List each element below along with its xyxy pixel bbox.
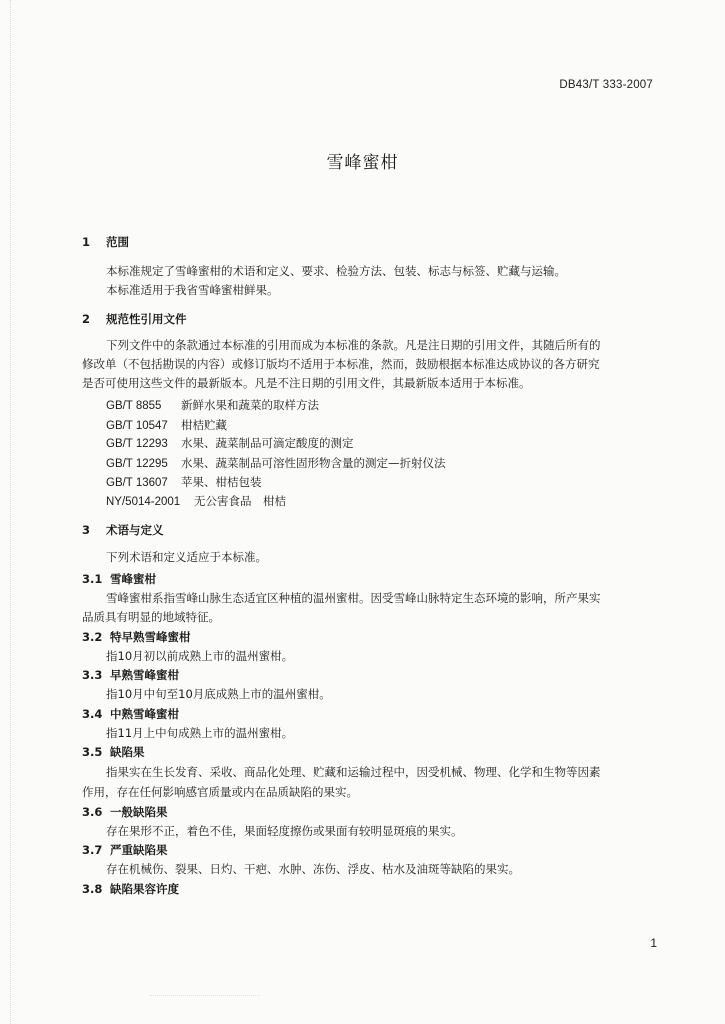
term-heading: 3.7 严重缺陷果	[82, 843, 168, 857]
reference-item: GB/T 8855 新鲜水果和蔬菜的取样方法	[106, 398, 319, 412]
term-definition: 指10月初以前成熟上市的温州蜜柑。	[106, 649, 294, 663]
term-heading: 3.6 一般缺陷果	[82, 805, 168, 819]
term-definition: 作用，存在任何影响感官质量或内在品质缺陷的果实。	[82, 785, 358, 799]
document-title: 雪峰蜜柑	[326, 153, 399, 173]
term-definition: 指11月上中旬成熟上市的温州蜜柑。	[106, 726, 294, 740]
section-2-paragraph: 下列文件中的条款通过本标准的引用而成为本标准的条款。凡是注日期的引用文件，其随后所有的	[106, 338, 601, 352]
reference-item: NY/5014-2001 无公害食品 柑桔	[106, 494, 286, 508]
section-2-paragraph: 是否可使用这些文件的最新版本。凡是不注日期的引用文件，其最新版本适用于本标准。	[82, 376, 531, 390]
section-1-paragraph: 本标准适用于我省雪峰蜜柑鲜果。	[106, 283, 279, 297]
reference-item: GB/T 12293 水果、蔬菜制品可滴定酸度的测定	[106, 436, 354, 450]
term-heading: 3.2 特早熟雪峰蜜柑	[82, 630, 191, 644]
page-number: 1	[650, 936, 657, 950]
section-3-intro: 下列术语和定义适应于本标准。	[106, 550, 267, 564]
section-3-heading: 3 术语与定义	[82, 523, 164, 537]
document-number: DB43/T 333-2007	[559, 79, 653, 91]
term-definition: 品质具有明显的地域特征。	[82, 610, 220, 624]
reference-item: GB/T 12295 水果、蔬菜制品可溶性固形物含量的测定—折射仪法	[106, 456, 446, 470]
term-definition: 指10月中旬至10月底成熟上市的温州蜜柑。	[106, 687, 331, 701]
section-2-heading: 2 规范性引用文件	[82, 312, 187, 326]
section-2-paragraph: 修改单（不包括勘误的内容）或修订版均不适用于本标准，然而，鼓励根据本标准达成协议的各方研究	[82, 357, 600, 371]
term-definition: 指果实在生长发育、采收、商品化处理、贮藏和运输过程中，因受机械、物理、化学和生物等因素	[106, 765, 601, 779]
term-definition: 存在机械伤、裂果、日灼、干疤、水肿、冻伤、浮皮、枯水及油斑等缺陷的果实。	[106, 862, 520, 876]
term-heading: 3.5 缺陷果	[82, 745, 145, 759]
term-definition: 雪峰蜜柑系指雪峰山脉生态适宜区种植的温州蜜柑。因受雪峰山脉特定生态环境的影响，所产果实	[106, 591, 601, 605]
term-heading: 3.1 雪峰蜜柑	[82, 572, 156, 586]
term-definition: 存在果形不正，着色不佳，果面轻度擦伤或果面有较明显斑痕的果实。	[106, 824, 463, 838]
reference-item: GB/T 13607 苹果、柑桔包装	[106, 475, 262, 489]
section-1-heading: 1 范围	[82, 235, 129, 249]
scan-artifact	[150, 995, 260, 1004]
reference-item: GB/T 10547 柑桔贮藏	[106, 418, 227, 432]
term-heading: 3.8 缺陷果容许度	[82, 882, 179, 896]
term-heading: 3.4 中熟雪峰蜜柑	[82, 707, 179, 721]
term-heading: 3.3 早熟雪峰蜜柑	[82, 668, 179, 682]
section-1-paragraph: 本标准规定了雪峰蜜柑的术语和定义、要求、检验方法、包装、标志与标签、贮藏与运输。	[106, 264, 566, 278]
